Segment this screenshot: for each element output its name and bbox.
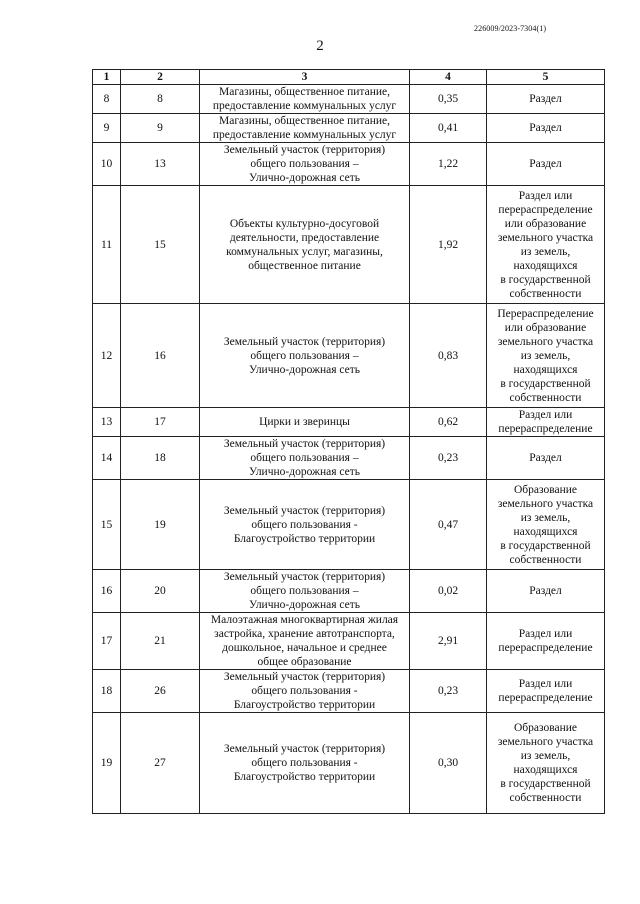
area-cell: 0,30 (410, 713, 487, 814)
permitted-use-cell-line: Земельный участок (территория) (223, 438, 386, 450)
formation-method-cell-line: перераспределение (498, 203, 593, 216)
plot-number-cell: 18 (121, 437, 200, 480)
formation-method-cell (487, 437, 605, 480)
formation-method-cell-line: Раздел (529, 158, 562, 170)
row-number-cell: 13 (93, 408, 121, 437)
area-cell: 0,02 (410, 570, 487, 613)
permitted-use-cell-line: дошкольное, начальное и среднее (222, 642, 387, 654)
permitted-use-cell-line: Благоустройство территории (233, 532, 376, 545)
permitted-use-cell-line: Магазины, общественное питание, (219, 115, 390, 127)
permitted-use-cell-line: Земельный участок (территория) (223, 571, 386, 583)
formation-method-cell-line: Раздел (529, 93, 562, 105)
formation-method-cell-line: в государственной (500, 539, 591, 552)
formation-method-cell-line: перераспределение (498, 692, 593, 704)
formation-method-cell-line: Образование (513, 722, 578, 734)
permitted-use-cell (200, 570, 410, 613)
permitted-use-cell (200, 670, 410, 713)
formation-method-cell-line: земельного участка (497, 231, 594, 244)
formation-method-cell (487, 186, 605, 304)
permitted-use-cell-line: общего пользования – (250, 158, 359, 170)
permitted-use-cell-line: общего пользования – (250, 349, 359, 362)
row-number-cell: 9 (93, 114, 121, 143)
permitted-use-cell-line: Улично-дорожная сеть (248, 363, 361, 376)
formation-method-cell-line: находящихся (513, 259, 578, 272)
formation-method-cell-line: земельного участка (497, 497, 594, 510)
formation-method-cell-line: находящихся (513, 525, 578, 538)
formation-method-cell-line: в государственной (500, 778, 591, 790)
permitted-use-cell-line: деятельности, предоставление (229, 231, 380, 244)
permitted-use-cell-line: общего пользования – (250, 585, 359, 597)
plot-number-cell: 8 (121, 85, 200, 114)
permitted-use-cell-line: общего пользования - (251, 685, 358, 697)
permitted-use-cell-line: Улично-дорожная сеть (248, 172, 361, 184)
plot-number-cell: 13 (121, 143, 200, 186)
permitted-use-cell-line: общественное питание (248, 259, 361, 272)
plot-number-cell: 9 (121, 114, 200, 143)
formation-method-cell (487, 480, 605, 570)
permitted-use-cell (200, 143, 410, 186)
row-number-cell: 16 (93, 570, 121, 613)
formation-method-cell-line: Раздел или (518, 409, 573, 421)
formation-method-cell-line: Раздел (529, 122, 562, 134)
formation-method-cell-line: находящихся (513, 764, 578, 776)
permitted-use-cell-line: предоставление коммунальных услуг (212, 129, 397, 141)
formation-method-cell-line: Образование (513, 483, 578, 496)
column-header: 2 (121, 70, 200, 85)
row-number-cell: 15 (93, 480, 121, 570)
permitted-use-cell-line: Земельный участок (территория) (223, 504, 386, 517)
table-row (93, 85, 605, 114)
plot-number-cell: 27 (121, 713, 200, 814)
formation-method-cell-line: перераспределение (498, 423, 593, 435)
permitted-use-cell (200, 114, 410, 143)
table-row (93, 304, 605, 408)
permitted-use-cell-line: общего пользования – (250, 452, 359, 464)
permitted-use-cell-line: общего пользования - (251, 757, 358, 769)
formation-method-cell-line: Раздел (529, 452, 562, 464)
formation-method-cell-line: собственности (509, 553, 582, 566)
formation-method-cell-line: Раздел или (518, 628, 573, 640)
permitted-use-cell (200, 480, 410, 570)
area-cell: 0,41 (410, 114, 487, 143)
permitted-use-cell-line: Объекты культурно-досуговой (229, 217, 380, 230)
table-row (93, 713, 605, 814)
area-cell: 0,83 (410, 304, 487, 408)
formation-method-cell-line: находящихся (513, 363, 578, 376)
permitted-use-cell (200, 437, 410, 480)
table-body (93, 85, 605, 814)
plot-number-cell: 16 (121, 304, 200, 408)
permitted-use-cell-line: предоставление коммунальных услуг (212, 100, 397, 112)
permitted-use-cell-line: Земельный участок (территория) (223, 335, 386, 348)
permitted-use-cell-line: Малоэтажная многоквартирная жилая (210, 614, 399, 626)
formation-method-cell-line: собственности (509, 391, 582, 404)
table-row (93, 114, 605, 143)
table-row (93, 143, 605, 186)
row-number-cell: 11 (93, 186, 121, 304)
plot-number-cell: 17 (121, 408, 200, 437)
table-row (93, 570, 605, 613)
table-row (93, 613, 605, 670)
column-header: 1 (93, 70, 121, 85)
formation-method-cell-line: собственности (509, 792, 582, 804)
permitted-use-cell (200, 304, 410, 408)
formation-method-cell (487, 713, 605, 814)
column-header: 5 (487, 70, 605, 85)
permitted-use-cell (200, 713, 410, 814)
formation-method-cell (487, 143, 605, 186)
permitted-use-cell (200, 613, 410, 670)
table-row (93, 186, 605, 304)
column-header: 3 (200, 70, 410, 85)
permitted-use-cell (200, 408, 410, 437)
area-cell: 2,91 (410, 613, 487, 670)
row-number-cell: 17 (93, 613, 121, 670)
formation-method-cell-line: собственности (509, 287, 582, 300)
permitted-use-cell-line: коммунальных услуг, магазины, (226, 245, 383, 258)
table-row (93, 480, 605, 570)
formation-method-cell-line: или образование (504, 217, 587, 230)
formation-method-cell-line: из земель, (520, 750, 571, 762)
row-number-cell: 8 (93, 85, 121, 114)
formation-method-cell (487, 670, 605, 713)
row-number-cell: 14 (93, 437, 121, 480)
row-number-cell: 12 (93, 304, 121, 408)
formation-method-cell-line: Раздел или (518, 189, 573, 202)
formation-method-cell (487, 85, 605, 114)
formation-method-cell-line: перераспределение (498, 642, 593, 654)
permitted-use-cell-line: Магазины, общественное питание, (219, 86, 390, 98)
page-number: 2 (316, 38, 324, 54)
permitted-use-cell-line: застройка, хранение автотранспорта, (214, 628, 395, 640)
formation-method-cell (487, 613, 605, 670)
table-row (93, 408, 605, 437)
permitted-use-cell-line: Благоустройство территории (233, 699, 376, 711)
permitted-use-cell-line: Благоустройство территории (233, 771, 376, 783)
area-cell: 0,62 (410, 408, 487, 437)
area-cell: 0,23 (410, 437, 487, 480)
table-row (93, 437, 605, 480)
permitted-use-cell-line: общего пользования - (251, 518, 358, 531)
formation-method-cell (487, 570, 605, 613)
document-number: 226009/2023-7304(1) (474, 24, 547, 33)
plot-number-cell: 21 (121, 613, 200, 670)
row-number-cell: 10 (93, 143, 121, 186)
row-number-cell: 19 (93, 713, 121, 814)
plot-number-cell: 20 (121, 570, 200, 613)
permitted-use-cell-line: Земельный участок (территория) (223, 144, 386, 156)
plot-number-cell: 19 (121, 480, 200, 570)
formation-method-cell-line: Раздел (529, 585, 562, 597)
formation-method-cell-line: из земель, (520, 511, 571, 524)
permitted-use-cell-line: Цирки и зверинцы (259, 416, 350, 428)
formation-method-cell-line: земельного участка (497, 335, 594, 348)
plot-number-cell: 26 (121, 670, 200, 713)
permitted-use-cell-line: общее образование (257, 656, 352, 668)
plot-number-cell: 15 (121, 186, 200, 304)
permitted-use-cell-line: Земельный участок (территория) (223, 743, 386, 755)
formation-method-cell-line: в государственной (500, 377, 591, 390)
permitted-use-cell-line: Земельный участок (территория) (223, 671, 386, 683)
row-number-cell: 18 (93, 670, 121, 713)
land-plots-table (92, 69, 605, 814)
formation-method-cell-line: из земель, (520, 349, 571, 362)
formation-method-cell (487, 114, 605, 143)
area-cell: 0,23 (410, 670, 487, 713)
area-cell: 1,92 (410, 186, 487, 304)
permitted-use-cell (200, 186, 410, 304)
permitted-use-cell (200, 85, 410, 114)
formation-method-cell-line: Раздел или (518, 678, 573, 690)
table-row (93, 670, 605, 713)
area-cell: 1,22 (410, 143, 487, 186)
formation-method-cell-line: из земель, (520, 245, 571, 258)
formation-method-cell-line: Перераспределение (497, 307, 594, 320)
formation-method-cell (487, 408, 605, 437)
area-cell: 0,35 (410, 85, 487, 114)
permitted-use-cell-line: Улично-дорожная сеть (248, 599, 361, 611)
formation-method-cell-line: в государственной (500, 273, 591, 286)
formation-method-cell-line: земельного участка (497, 736, 594, 748)
table-header-row (93, 70, 605, 85)
formation-method-cell-line: или образование (504, 321, 587, 334)
area-cell: 0,47 (410, 480, 487, 570)
formation-method-cell (487, 304, 605, 408)
column-header: 4 (410, 70, 487, 85)
permitted-use-cell-line: Улично-дорожная сеть (248, 466, 361, 478)
